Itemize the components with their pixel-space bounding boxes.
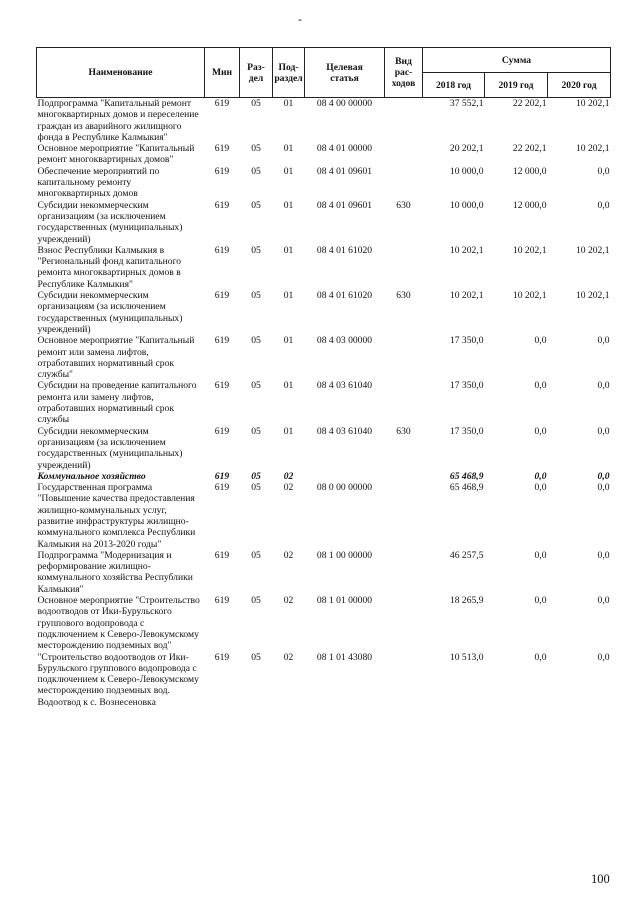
row-razdel-cell: 05 xyxy=(251,470,261,482)
row-tselevaya-cell: 08 4 01 09601 xyxy=(316,165,373,177)
row-sum-2019-cell: 12 000,0 xyxy=(512,165,547,177)
row-tselevaya-cell: 08 4 01 09601 xyxy=(316,199,373,211)
row-sum-2018-cell: 20 202,1 xyxy=(449,143,484,155)
row-sum-2018-cell: 65 468,9 xyxy=(449,482,484,494)
row-sum-2020-cell: 0,0 xyxy=(597,651,610,663)
row-podrazdel-cell: 01 xyxy=(283,165,294,177)
row-tselevaya-cell xyxy=(305,471,385,482)
top-mark: - xyxy=(298,12,302,26)
row-vid-cell xyxy=(385,245,423,290)
table-row xyxy=(37,166,611,200)
row-razdel-cell: 05 xyxy=(251,143,261,155)
row-name-cell: Субсидии некоммерческим организациям (за исключением государственных (муниципальных) учреждений) xyxy=(37,425,183,471)
row-sum-2020-cell: 0,0 xyxy=(597,549,610,561)
row-podrazdel-cell: 02 xyxy=(283,470,294,482)
table-row xyxy=(37,550,611,595)
row-sum-2020-cell: 0,0 xyxy=(597,482,610,494)
row-sum-2018-cell: 10 000,0 xyxy=(449,165,484,177)
row-sum-2018-cell: 10 202,1 xyxy=(449,290,484,302)
row-vid-cell xyxy=(385,652,423,708)
row-min-cell: 619 xyxy=(214,143,230,155)
row-min-cell: 619 xyxy=(214,549,230,561)
table-row xyxy=(37,652,611,708)
row-sum-2020-cell: 0,0 xyxy=(597,165,610,177)
row-name-cell: Коммунальное хозяйство xyxy=(37,470,146,482)
header-2019: 2019 год xyxy=(485,73,548,98)
row-name-cell: Государственная программа "Повышение качества предоставления жилищно-коммунальных услуг, развитие инфраструктуры жилищно-коммунального комплекса Республики Калмыкия на 2013-2020 годы" xyxy=(37,482,196,550)
row-sum-2019-cell: 0,0 xyxy=(534,549,547,561)
row-min-cell: 619 xyxy=(214,165,230,177)
row-vid-cell xyxy=(385,98,423,144)
row-min-cell: 619 xyxy=(214,244,230,256)
row-sum-2018-cell: 18 265,9 xyxy=(449,595,484,607)
row-sum-2018-cell: 10 513,0 xyxy=(449,651,484,663)
row-razdel-cell: 05 xyxy=(251,595,261,607)
row-name-cell: Субсидии некоммерческим организациям (за исключением государственных (муниципальных) учреждений) xyxy=(37,199,183,245)
header-tselevaya-statya: Целевая статья xyxy=(305,48,385,98)
row-tselevaya-cell: 08 1 01 43080 xyxy=(316,651,373,663)
row-sum-2020-cell: 0,0 xyxy=(597,335,610,347)
row-sum-2019-cell: 0,0 xyxy=(534,380,547,392)
row-min-cell: 619 xyxy=(214,470,230,482)
row-sum-2019-cell: 0,0 xyxy=(534,425,547,437)
row-min-cell: 619 xyxy=(214,199,230,211)
row-name-cell: "Строительство водоотводов от Ики-Бурульского группового водопровода с подключением к Северо-Левокумскому месторождению подземных вод. Водоотвод к с. Вознесеновка xyxy=(37,651,199,708)
row-tselevaya-cell: 08 4 00 00000 xyxy=(316,98,373,109)
table-row xyxy=(37,290,611,335)
row-min-cell: 619 xyxy=(214,98,230,109)
row-podrazdel-cell: 01 xyxy=(283,380,294,392)
row-tselevaya-cell: 08 4 03 61040 xyxy=(316,425,373,437)
row-tselevaya-cell: 08 4 03 61040 xyxy=(316,380,373,392)
row-vid-cell xyxy=(385,143,423,166)
row-razdel-cell: 05 xyxy=(251,651,261,663)
row-name-cell: Основное мероприятие "Капитальный ремонт многоквартирных домов" xyxy=(37,143,195,166)
row-min-cell: 619 xyxy=(214,482,230,494)
table-row xyxy=(37,143,611,166)
page-number: 100 xyxy=(591,872,610,886)
row-sum-2020-cell: 0,0 xyxy=(597,425,610,437)
row-sum-2019-cell: 0,0 xyxy=(534,335,547,347)
row-vid-cell xyxy=(385,471,423,482)
row-razdel-cell: 05 xyxy=(251,549,261,561)
row-min-cell: 619 xyxy=(214,380,230,392)
row-podrazdel-cell: 01 xyxy=(283,98,294,109)
row-sum-2020-cell: 10 202,1 xyxy=(575,244,610,256)
table-row xyxy=(37,595,611,651)
row-vid-cell xyxy=(385,482,423,550)
row-sum-2019-cell: 0,0 xyxy=(534,470,547,482)
row-sum-2018-cell: 17 350,0 xyxy=(449,380,484,392)
row-sum-2020-cell: 10 202,1 xyxy=(575,98,610,109)
row-sum-2018-cell: 37 552,1 xyxy=(449,98,484,109)
row-vid-cell xyxy=(385,550,423,595)
row-tselevaya-cell: 08 4 01 00000 xyxy=(316,143,373,155)
row-sum-2019-cell: 0,0 xyxy=(534,595,547,607)
budget-table xyxy=(36,47,611,708)
row-sum-2020-cell: 0,0 xyxy=(597,380,610,392)
header-vid-rashodov: Вид рас- ходов xyxy=(385,48,423,98)
row-min-cell: 619 xyxy=(214,290,230,302)
row-sum-2018-cell: 17 350,0 xyxy=(449,425,484,437)
table-row xyxy=(37,426,611,471)
row-sum-2018-cell: 46 257,5 xyxy=(449,549,484,561)
row-podrazdel-cell: 01 xyxy=(283,335,294,347)
header-podrazdel: Под- раздел xyxy=(273,48,305,98)
row-tselevaya-cell: 08 1 01 00000 xyxy=(316,595,373,607)
row-razdel-cell: 05 xyxy=(251,165,261,177)
row-podrazdel-cell: 01 xyxy=(283,425,294,437)
row-podrazdel-cell: 02 xyxy=(283,549,294,561)
row-razdel-cell: 05 xyxy=(251,199,261,211)
header-2018: 2018 год xyxy=(423,73,485,98)
row-vid-cell xyxy=(385,166,423,200)
row-sum-2018-cell: 10 202,1 xyxy=(449,244,484,256)
row-name-cell: Подпрограмма "Модернизация и реформирование жилищно-коммунального хозяйства Республики Калмыкия" xyxy=(37,549,193,595)
row-sum-2019-cell: 22 202,1 xyxy=(512,98,547,109)
row-tselevaya-cell: 08 0 00 00000 xyxy=(316,482,373,494)
table-row xyxy=(37,380,611,425)
row-sum-2020-cell: 0,0 xyxy=(597,199,610,211)
row-razdel-cell: 05 xyxy=(251,290,261,302)
row-sum-2019-cell: 0,0 xyxy=(534,651,547,663)
row-razdel-cell: 05 xyxy=(251,425,261,437)
table-row xyxy=(37,200,611,245)
row-vid-cell: 630 xyxy=(396,199,411,211)
row-tselevaya-cell: 08 4 03 00000 xyxy=(316,335,373,347)
row-podrazdel-cell: 01 xyxy=(283,143,294,155)
row-min-cell: 619 xyxy=(214,651,230,663)
row-razdel-cell: 05 xyxy=(251,244,261,256)
row-vid-cell xyxy=(385,380,423,425)
header-summa: Сумма xyxy=(423,48,611,73)
table-row xyxy=(37,335,611,380)
row-vid-cell xyxy=(385,335,423,380)
row-sum-2019-cell: 10 202,1 xyxy=(512,290,547,302)
table-row xyxy=(37,98,611,144)
row-vid-cell xyxy=(385,595,423,651)
row-sum-2018-cell: 10 000,0 xyxy=(449,199,484,211)
table-row xyxy=(37,482,611,550)
header-2020: 2020 год xyxy=(548,73,611,98)
row-vid-cell: 630 xyxy=(396,290,411,302)
row-razdel-cell: 05 xyxy=(251,482,261,494)
table-row xyxy=(37,471,611,482)
row-sum-2020-cell: 10 202,1 xyxy=(575,143,610,155)
row-tselevaya-cell: 08 4 01 61020 xyxy=(316,290,373,302)
row-sum-2019-cell: 12 000,0 xyxy=(512,199,547,211)
table-body xyxy=(37,98,611,709)
row-name-cell: Обеспечение мероприятий по капитальному ремонту многоквартирных домов xyxy=(37,165,160,200)
row-min-cell: 619 xyxy=(214,425,230,437)
row-razdel-cell: 05 xyxy=(251,380,261,392)
row-podrazdel-cell: 02 xyxy=(283,651,294,663)
row-sum-2018-cell: 17 350,0 xyxy=(449,335,484,347)
row-name-cell: Взнос Республики Калмыкия в "Региональный фонд капитального ремонта многоквартирных домов в Республике Калмыкия" xyxy=(37,244,182,290)
row-podrazdel-cell: 01 xyxy=(283,290,294,302)
row-sum-2020-cell: 0,0 xyxy=(597,470,610,482)
row-name-cell: Подпрограмма "Капитальный ремонт многоквартирных домов и переселение граждан из аварийного жилищного фонда в Республике Калмыкия" xyxy=(37,98,199,143)
header-name: Наименование xyxy=(37,48,205,98)
table-row xyxy=(37,245,611,290)
row-min-cell: 619 xyxy=(214,335,230,347)
row-razdel-cell: 05 xyxy=(251,335,261,347)
row-tselevaya-cell: 08 4 01 61020 xyxy=(316,244,373,256)
row-sum-2020-cell: 0,0 xyxy=(597,595,610,607)
row-podrazdel-cell: 02 xyxy=(283,595,294,607)
row-vid-cell: 630 xyxy=(396,425,411,437)
row-sum-2019-cell: 22 202,1 xyxy=(512,143,547,155)
row-podrazdel-cell: 02 xyxy=(283,482,294,494)
row-name-cell: Субсидии некоммерческим организациям (за исключением государственных (муниципальных) учреждений) xyxy=(37,290,183,335)
row-name-cell: Субсидии на проведение капитального ремонта или замену лифтов, отработавших нормативный срок службы xyxy=(37,380,197,426)
row-sum-2019-cell: 10 202,1 xyxy=(512,244,547,256)
row-razdel-cell: 05 xyxy=(251,98,261,109)
header-min: Мин xyxy=(205,48,240,98)
header-razdel: Раз- дел xyxy=(240,48,273,98)
row-podrazdel-cell: 01 xyxy=(283,199,294,211)
row-sum-2018-cell: 65 468,9 xyxy=(449,470,484,482)
row-tselevaya-cell: 08 1 00 00000 xyxy=(316,549,373,561)
row-sum-2020-cell: 10 202,1 xyxy=(575,290,610,302)
row-sum-2019-cell: 0,0 xyxy=(534,482,547,494)
row-name-cell: Основное мероприятие "Строительство водоотводов от Ики-Бурульского группового водопровода с подключением к Северо-Левокумскому месторождению подземных вод" xyxy=(37,595,200,652)
row-min-cell: 619 xyxy=(214,595,230,607)
row-podrazdel-cell: 01 xyxy=(283,244,294,256)
row-name-cell: Основное мероприятие "Капитальный ремонт или замена лифтов, отработавших нормативный срок службы" xyxy=(37,335,195,381)
